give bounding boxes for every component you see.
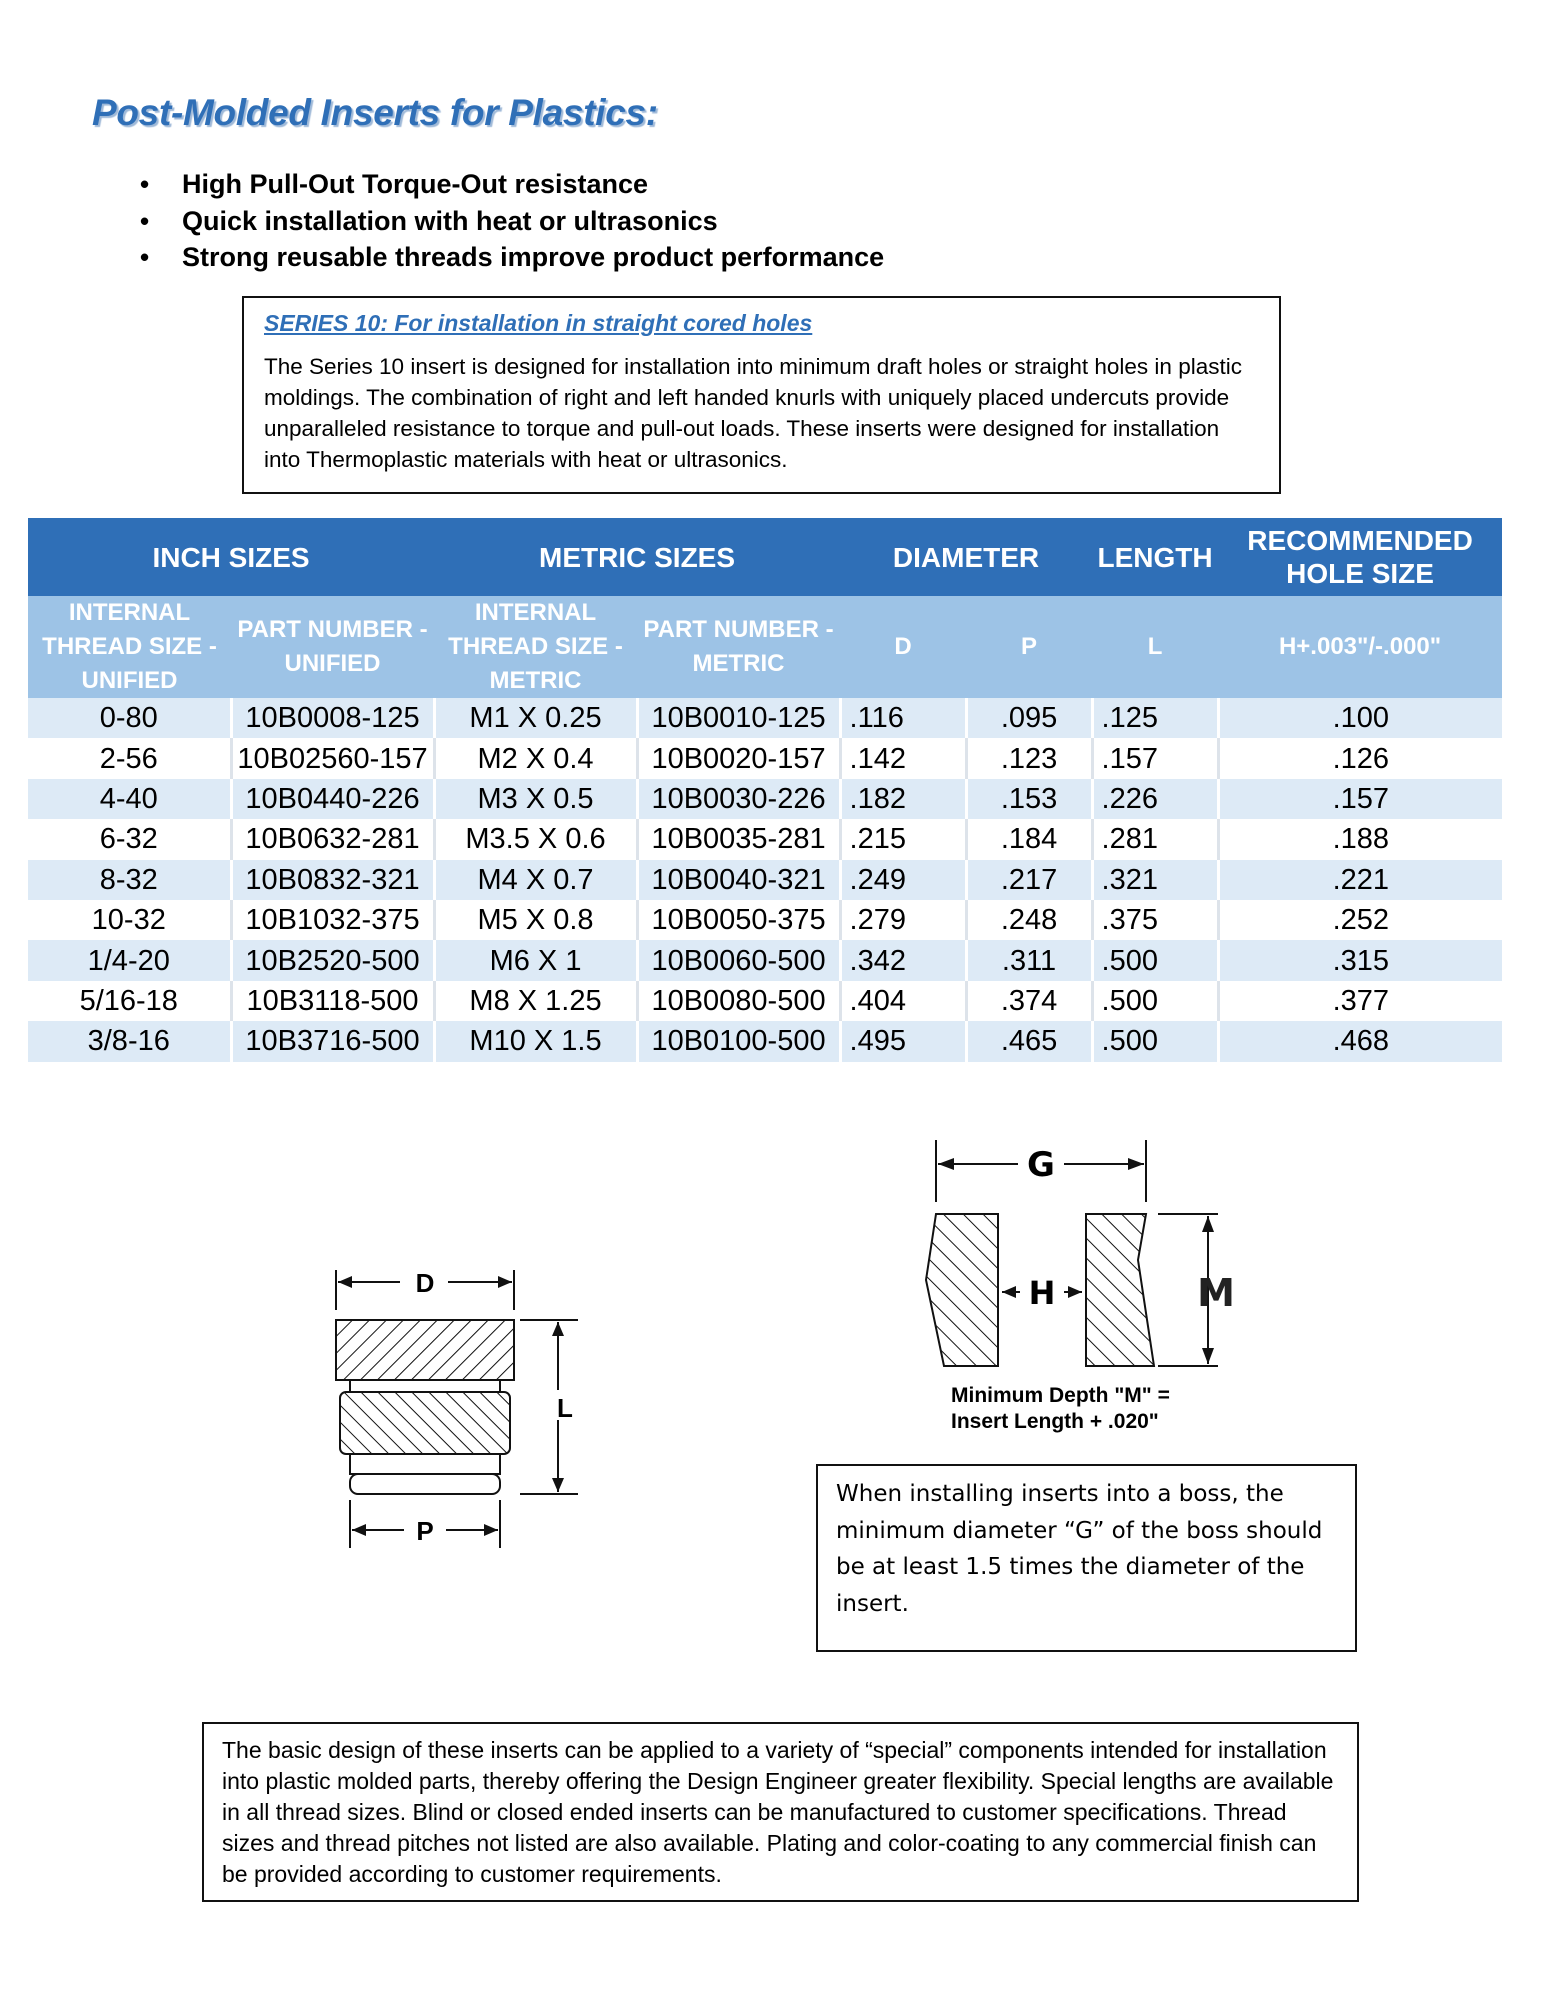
cell-d: .342 [840, 940, 966, 980]
cell-thread-unified: 10-32 [28, 900, 231, 940]
cell-p: .095 [966, 698, 1092, 738]
cell-p: .153 [966, 779, 1092, 819]
cell-part-unified: 10B0008-125 [231, 698, 434, 738]
cell-h: .188 [1218, 819, 1502, 859]
header-diameter: DIAMETER [840, 518, 1092, 596]
cell-part-unified: 10B0440-226 [231, 779, 434, 819]
header-length: LENGTH [1092, 518, 1218, 596]
cell-thread-unified: 4-40 [28, 779, 231, 819]
cell-p: .248 [966, 900, 1092, 940]
cell-h: .468 [1218, 1021, 1502, 1061]
special-note-text: The basic design of these inserts can be applied to a variety of “special” components intended for installation into plastic molded parts, thereby offering the Design Engineer greater flexibility. Special lengths are available in all thread sizes. Blind or closed ended inserts can be manufactured to customer specifications. Thread sizes and thread pitches not listed are also available. Plating and color-coating to any commercial finish can be provided according to customer requirements. [222, 1737, 1334, 1887]
cell-l: .281 [1092, 819, 1218, 859]
header-metric-sizes: METRIC SIZES [434, 518, 840, 596]
cell-d: .116 [840, 698, 966, 738]
boss-wall-right [1086, 1214, 1154, 1366]
cell-part-unified: 10B3118-500 [231, 981, 434, 1021]
table-row [28, 940, 1502, 980]
insert-dimension-diagram [320, 1250, 600, 1610]
table-row [28, 698, 1502, 738]
cell-l: .375 [1092, 900, 1218, 940]
insert-undercut [350, 1380, 500, 1392]
spec-table [28, 518, 1502, 1062]
header-thread-unified: INTERNAL THREAD SIZE - UNIFIED [28, 596, 231, 698]
table-row [28, 738, 1502, 778]
cell-d: .495 [840, 1021, 966, 1061]
hole-dimension-diagram [918, 1130, 1258, 1440]
table-row [28, 900, 1502, 940]
cell-l: .321 [1092, 860, 1218, 900]
cell-thread-metric: M10 X 1.5 [434, 1021, 637, 1061]
header-recommended-hole-size: RECOMMENDED HOLE SIZE [1218, 518, 1502, 596]
depth-caption-line2: Insert Length + .020" [951, 1410, 1159, 1433]
insert-top-knurl [336, 1320, 514, 1380]
cell-thread-unified: 2-56 [28, 738, 231, 778]
cell-thread-unified: 1/4-20 [28, 940, 231, 980]
cell-part-metric: 10B0050-375 [637, 900, 840, 940]
table-row [28, 981, 1502, 1021]
cell-d: .142 [840, 738, 966, 778]
cell-h: .221 [1218, 860, 1502, 900]
cell-part-metric: 10B0080-500 [637, 981, 840, 1021]
cell-part-metric: 10B0020-157 [637, 738, 840, 778]
cell-h: .100 [1218, 698, 1502, 738]
cell-p: .184 [966, 819, 1092, 859]
feature-list [140, 166, 884, 276]
header-part-unified: PART NUMBER - UNIFIED [231, 596, 434, 698]
cell-thread-metric: M3.5 X 0.6 [434, 819, 637, 859]
insert-pilot [350, 1474, 500, 1494]
cell-h: .126 [1218, 738, 1502, 778]
group-header-row [28, 518, 1502, 596]
cell-thread-metric: M1 X 0.25 [434, 698, 637, 738]
cell-h: .377 [1218, 981, 1502, 1021]
boss-note-text: When installing inserts into a boss, the minimum diameter “G” of the boss should be at least 1.5 times the diameter of the insert. [836, 1481, 1323, 1617]
cell-h: .252 [1218, 900, 1502, 940]
special-components-note [202, 1722, 1359, 1902]
cell-thread-unified: 3/8-16 [28, 1021, 231, 1061]
cell-part-unified: 10B3716-500 [231, 1021, 434, 1061]
series-description-box [242, 296, 1281, 494]
cell-thread-metric: M2 X 0.4 [434, 738, 637, 778]
page-title: Post-Molded Inserts for Plastics: [92, 92, 658, 133]
cell-part-unified: 10B1032-375 [231, 900, 434, 940]
cell-h: .315 [1218, 940, 1502, 980]
cell-thread-metric: M8 X 1.25 [434, 981, 637, 1021]
cell-thread-unified: 6-32 [28, 819, 231, 859]
header-p: P [966, 596, 1092, 698]
feature-item: • Quick installation with heat or ultrasonics [140, 203, 884, 240]
label-l: L [557, 1393, 573, 1423]
cell-thread-unified: 8-32 [28, 860, 231, 900]
label-p: P [416, 1516, 434, 1546]
spec-table-wrapper [28, 518, 1502, 1062]
boss-wall-left [926, 1214, 998, 1366]
cell-l: .500 [1092, 940, 1218, 980]
depth-caption-line1: Minimum Depth "M" = [951, 1384, 1170, 1407]
table-row [28, 819, 1502, 859]
table-row [28, 1021, 1502, 1061]
cell-part-unified: 10B2520-500 [231, 940, 434, 980]
cell-part-metric: 10B0040-321 [637, 860, 840, 900]
cell-part-metric: 10B0100-500 [637, 1021, 840, 1061]
cell-p: .311 [966, 940, 1092, 980]
header-part-metric: PART NUMBER - METRIC [637, 596, 840, 698]
cell-l: .125 [1092, 698, 1218, 738]
header-inch-sizes: INCH SIZES [28, 518, 434, 596]
cell-part-metric: 10B0030-226 [637, 779, 840, 819]
cell-d: .182 [840, 779, 966, 819]
cell-part-metric: 10B0060-500 [637, 940, 840, 980]
cell-d: .249 [840, 860, 966, 900]
cell-d: .279 [840, 900, 966, 940]
cell-thread-unified: 5/16-18 [28, 981, 231, 1021]
cell-thread-metric: M3 X 0.5 [434, 779, 637, 819]
header-d: D [840, 596, 966, 698]
column-header-row [28, 596, 1502, 698]
cell-p: .123 [966, 738, 1092, 778]
label-m: M [1197, 1271, 1235, 1315]
cell-part-metric: 10B0035-281 [637, 819, 840, 859]
cell-p: .374 [966, 981, 1092, 1021]
cell-h: .157 [1218, 779, 1502, 819]
cell-part-unified: 10B02560-157 [231, 738, 434, 778]
label-g: G [1027, 1145, 1055, 1185]
cell-part-metric: 10B0010-125 [637, 698, 840, 738]
feature-item: • High Pull-Out Torque-Out resistance [140, 166, 884, 203]
cell-p: .217 [966, 860, 1092, 900]
insert-lower-knurl [340, 1392, 510, 1454]
cell-d: .404 [840, 981, 966, 1021]
table-row [28, 779, 1502, 819]
cell-part-unified: 10B0832-321 [231, 860, 434, 900]
header-thread-metric: INTERNAL THREAD SIZE - METRIC [434, 596, 637, 698]
feature-item: • Strong reusable threads improve product performance [140, 239, 884, 276]
series-heading-link[interactable]: SERIES 10: For installation in straight cored holes [264, 310, 813, 336]
cell-part-unified: 10B0632-281 [231, 819, 434, 859]
series-description: The Series 10 insert is designed for installation into minimum draft holes or straight holes in plastic moldings. The combination of right and left handed knurls with uniquely placed undercuts provide unparalleled resistance to torque and pull-out loads. These inserts were designed for installation into Thermoplastic materials with heat or ultrasonics. [264, 354, 1242, 472]
cell-thread-unified: 0-80 [28, 698, 231, 738]
boss-installation-note [816, 1464, 1357, 1652]
label-d: D [415, 1268, 435, 1298]
cell-p: .465 [966, 1021, 1092, 1061]
label-h: H [1028, 1274, 1056, 1312]
cell-thread-metric: M4 X 0.7 [434, 860, 637, 900]
header-h: H+.003"/-.000" [1218, 596, 1502, 698]
table-row [28, 860, 1502, 900]
cell-l: .226 [1092, 779, 1218, 819]
cell-l: .157 [1092, 738, 1218, 778]
cell-thread-metric: M6 X 1 [434, 940, 637, 980]
cell-thread-metric: M5 X 0.8 [434, 900, 637, 940]
header-l: L [1092, 596, 1218, 698]
cell-l: .500 [1092, 981, 1218, 1021]
cell-d: .215 [840, 819, 966, 859]
cell-l: .500 [1092, 1021, 1218, 1061]
